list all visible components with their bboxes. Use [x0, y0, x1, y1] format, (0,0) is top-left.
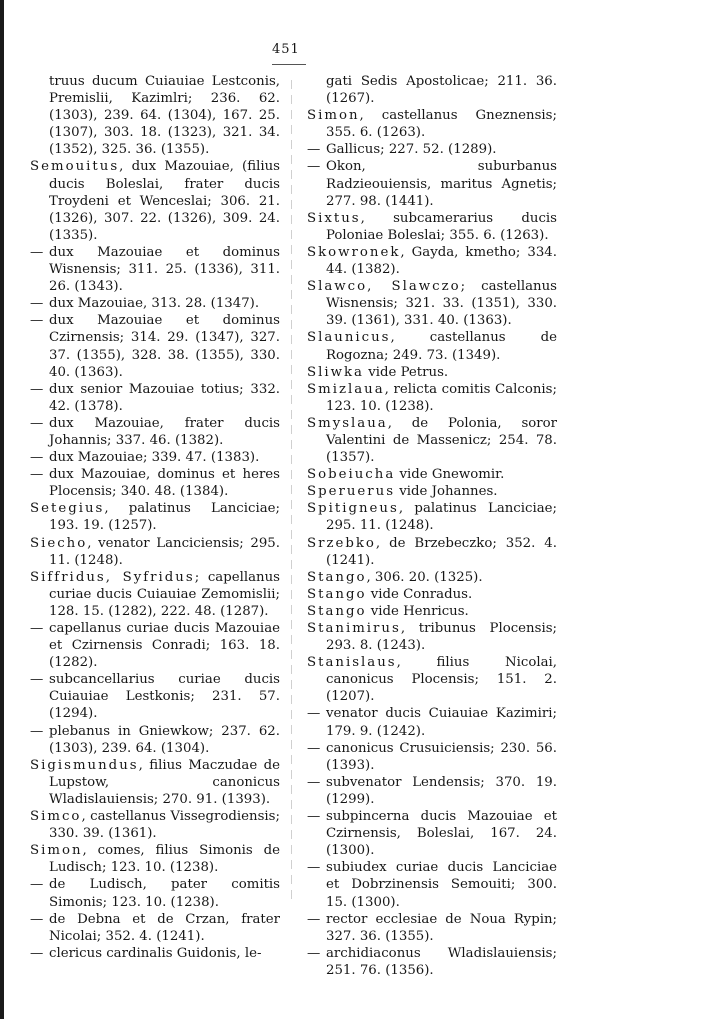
- entry-headword: Spitigneus: [307, 501, 399, 517]
- page-number-rule: [272, 64, 306, 65]
- entry-text: dux Mazouiae; 339. 47. (1383).: [49, 450, 260, 466]
- index-entry: [307, 945, 557, 979]
- entry-dash: —: [30, 877, 44, 893]
- entry-dash: —: [307, 945, 321, 961]
- entry-text: , filius Nicolai, canonicus Plocensis; 151. 2. (1207).: [326, 655, 557, 705]
- entry-text: dux Mazouiae, frater ducis Johannis; 337. 46. (1382).: [49, 415, 280, 448]
- entry-headword: Sliwka: [307, 364, 364, 380]
- entry-dash: —: [307, 860, 321, 876]
- index-entry: [30, 569, 280, 620]
- index-entry: [307, 859, 557, 910]
- entry-dash: —: [30, 911, 44, 927]
- index-entry: [30, 723, 280, 757]
- index-entry: [307, 466, 557, 483]
- column-divider: [291, 80, 292, 900]
- entry-headword: Speruerus: [307, 484, 396, 500]
- entry-text: dux Mazouiae, 313. 28. (1347).: [49, 296, 260, 312]
- entry-dash: —: [30, 244, 44, 260]
- entry-dash: —: [30, 672, 44, 688]
- entry-headword: Semouitus: [30, 159, 120, 175]
- entry-text: , castellanus de Rogozna; 249. 73. (1349).: [326, 330, 557, 363]
- entry-headword: Simon: [30, 843, 83, 859]
- entry-text: , castellanus Vissegrodiensis; 330. 39. (1361).: [49, 809, 280, 842]
- index-entry: [30, 449, 280, 466]
- entry-text: Okon, suburbanus Radzieouiensis, maritus Agnetis; 277. 98. (1441).: [326, 159, 557, 209]
- index-entry: [307, 569, 557, 586]
- index-entry: [30, 312, 280, 380]
- entry-text: , subcamerarius ducis Poloniae Boleslai; 355. 6. (1263).: [326, 210, 557, 243]
- index-entry: [30, 158, 280, 243]
- entry-text: , 306. 20. (1325).: [366, 569, 483, 585]
- index-entry: [30, 945, 280, 962]
- entry-headword: Stango: [307, 586, 367, 602]
- entry-dash: —: [307, 706, 321, 722]
- index-entry: [307, 278, 557, 329]
- index-entry: [30, 671, 280, 722]
- index-entry: [307, 620, 557, 654]
- entry-text: archidiaconus Wladislauiensis; 251. 76. (1356).: [326, 945, 557, 978]
- entry-text: , de Polonia, soror Valentini de Massenicz; 254. 78. (1357).: [326, 415, 557, 466]
- entry-text: , filius Maczudae de Lupstow, canonicus Wladislauiensis; 270. 91. (1393).: [49, 757, 280, 807]
- index-entry: [30, 535, 280, 569]
- entry-headword: Stango: [307, 603, 367, 619]
- entry-text: vide Henricus.: [366, 603, 469, 619]
- entry-text: , comes, filius Simonis de Ludisch; 123. 10. (1238).: [49, 843, 280, 876]
- entry-headword: Simco: [30, 809, 82, 825]
- entry-text: rector ecclesiae de Noua Rypin; 327. 36. (1355).: [326, 911, 557, 944]
- index-entry: [30, 808, 280, 842]
- index-entry: [307, 107, 557, 141]
- entry-text: subvenator Lendensis; 370. 19. (1299).: [326, 774, 557, 807]
- entry-text: capellanus curiae ducis Mazouiae et Czirnensis Conradi; 163. 18. (1282).: [49, 621, 280, 671]
- index-entry: [307, 774, 557, 808]
- index-entry: [30, 244, 280, 295]
- index-entry: [307, 244, 557, 278]
- entry-text: ; capellanus curiae ducis Cuiauiae Zemomislii; 128. 15. (1282), 222. 48. (1287).: [49, 569, 280, 619]
- entry-dash: —: [30, 450, 44, 466]
- page-number: 451: [272, 42, 300, 57]
- index-entry: [307, 586, 557, 603]
- entry-dash: —: [30, 313, 44, 329]
- entry-text: dux Mazouiae, dominus et heres Plocensis; 340. 48. (1384).: [49, 467, 280, 500]
- entry-text: , relicta comitis Calconis; 123. 10. (1238).: [326, 381, 557, 414]
- index-entry: [307, 535, 557, 569]
- entry-text: , venator Lanciciensis; 295. 11. (1248).: [49, 535, 280, 568]
- entry-headword: Siecho: [30, 535, 88, 551]
- entry-text: subcancellarius curiae ducis Cuiauiae Lestkonis; 231. 57. (1294).: [49, 672, 280, 722]
- entry-text: vide Gnewomir.: [395, 467, 505, 483]
- index-entry: [307, 654, 557, 705]
- index-entry: [30, 842, 280, 876]
- entry-dash: —: [307, 142, 321, 158]
- entry-headword: Sobeiucha: [307, 467, 396, 483]
- entry-text: dux senior Mazouiae totius; 332. 42. (1378).: [49, 381, 280, 414]
- index-entry: [30, 500, 280, 534]
- entry-headword: Srzebko: [307, 535, 376, 551]
- index-entry: [307, 158, 557, 209]
- entry-text: , Gayda, kmetho; 334. 44. (1382).: [326, 244, 557, 278]
- entry-text: de Ludisch, pater comitis Simonis; 123. 10. (1238).: [49, 877, 280, 910]
- entry-text: vide Johannes.: [395, 484, 498, 500]
- index-entry: [30, 466, 280, 500]
- entry-text: ; castellanus Wisnensis; 321. 33. (1351), 330. 39. (1361), 331. 40. (1363).: [326, 279, 557, 329]
- entry-headword: Smyslaua: [307, 415, 388, 431]
- entry-dash: —: [30, 723, 44, 739]
- index-entry: [30, 295, 280, 312]
- entry-dash: —: [30, 945, 44, 961]
- entry-headword: Slaunicus: [307, 330, 391, 346]
- index-entry: [30, 381, 280, 415]
- entry-text: subiudex curiae ducis Lanciciae et Dobrzinensis Semouiti; 300. 15. (1300).: [326, 860, 557, 910]
- index-entry: [30, 620, 280, 671]
- index-entry: [307, 500, 557, 534]
- entry-text: , palatinus Lanciciae; 295. 11. (1248).: [326, 501, 557, 534]
- entry-text: , palatinus Lanciciae; 193. 19. (1257).: [49, 501, 280, 534]
- entry-text: dux Mazouiae et dominus Czirnensis; 314. 29. (1347), 327. 37. (1355), 328. 38. (1355), 330. 40. (1363).: [49, 313, 280, 380]
- entry-text: truus ducum Cuiauiae Lestconis, Premislii, Kazimlri; 236. 62. (1303), 239. 64. (1304), 167. 25. (1307), 303. 18. (1323), 321. 34. (1352), 325. 36. (1355).: [49, 74, 280, 158]
- entry-dash: —: [30, 296, 44, 312]
- entry-headword: Smizlaua: [307, 381, 385, 397]
- index-entry: [30, 415, 280, 449]
- index-entry: [307, 381, 557, 415]
- index-entry: [307, 73, 557, 107]
- index-entry: [307, 483, 557, 500]
- entry-text: dux Mazouiae et dominus Wisnensis; 311. 25. (1336), 311. 26. (1343).: [49, 244, 280, 295]
- entry-dash: —: [307, 159, 321, 175]
- entry-text: , castellanus Gneznensis; 355. 6. (1263).: [326, 108, 557, 141]
- entry-text: Gallicus; 227. 52. (1289).: [326, 142, 497, 158]
- entry-headword: Sixtus: [307, 210, 361, 226]
- index-entry: [307, 740, 557, 774]
- entry-headword: Siffridus, Syfridus: [30, 569, 195, 585]
- index-entry: [30, 73, 280, 158]
- index-entry: [307, 911, 557, 945]
- entry-text: vide Conradus.: [366, 586, 473, 602]
- entry-dash: —: [30, 381, 44, 397]
- index-entry: [307, 603, 557, 620]
- entry-text: canonicus Crusuiciensis; 230. 56. (1393).: [326, 740, 557, 773]
- entry-dash: —: [307, 911, 321, 927]
- entry-dash: —: [30, 467, 44, 483]
- index-entry: [307, 705, 557, 739]
- entry-text: , tribunus Plocensis; 293. 8. (1243).: [326, 621, 557, 654]
- entry-dash: —: [30, 415, 44, 431]
- entry-dash: —: [307, 809, 321, 825]
- entry-text: , dux Mazouiae, (filius ducis Boleslai, frater ducis Troydeni et Wenceslai; 306. 21. (1326), 307. 22. (1326), 309. 24. (1335).: [49, 159, 280, 243]
- entry-headword: Slawco, Slawczo: [307, 279, 461, 295]
- index-entry: [307, 329, 557, 363]
- entry-text: venator ducis Cuiauiae Kazimiri; 179. 9. (1242).: [326, 706, 557, 739]
- entry-text: de Debna et de Crzan, frater Nicolai; 352. 4. (1241).: [49, 911, 280, 944]
- entry-headword: Sigismundus: [30, 757, 139, 773]
- index-entry: [307, 415, 557, 466]
- entry-headword: Stango: [307, 569, 367, 585]
- entry-text: plebanus in Gniewkow; 237. 62. (1303), 239. 64. (1304).: [49, 723, 280, 756]
- entry-text: vide Petrus.: [363, 364, 449, 380]
- index-entry: [30, 876, 280, 910]
- entry-headword: Stanimirus: [307, 621, 401, 636]
- entry-headword: Setegius: [30, 501, 105, 517]
- index-entry: [307, 141, 557, 158]
- entry-text: , de Brzebeczko; 352. 4. (1241).: [326, 535, 557, 568]
- index-entry: [30, 757, 280, 808]
- entry-headword: Stanislaus: [307, 655, 397, 671]
- entry-dash: —: [30, 621, 44, 636]
- left-column: [30, 73, 280, 962]
- page-edge-shadow: [0, 0, 4, 1019]
- index-entry: [307, 808, 557, 859]
- entry-text: gati Sedis Apostolicae; 211. 36. (1267).: [326, 74, 557, 107]
- entry-dash: —: [307, 774, 321, 790]
- entry-text: clericus cardinalis Guidonis, le-: [49, 945, 262, 961]
- entry-text: subpincerna ducis Mazouiae et Czirnensis, Boleslai, 167. 24. (1300).: [326, 809, 557, 859]
- right-column: [307, 73, 557, 979]
- entry-headword: Simon: [307, 108, 360, 124]
- entry-headword: Skowronek: [307, 244, 401, 260]
- index-entry: [307, 210, 557, 244]
- index-entry: [30, 911, 280, 945]
- entry-dash: —: [307, 740, 321, 756]
- index-entry: [307, 364, 557, 381]
